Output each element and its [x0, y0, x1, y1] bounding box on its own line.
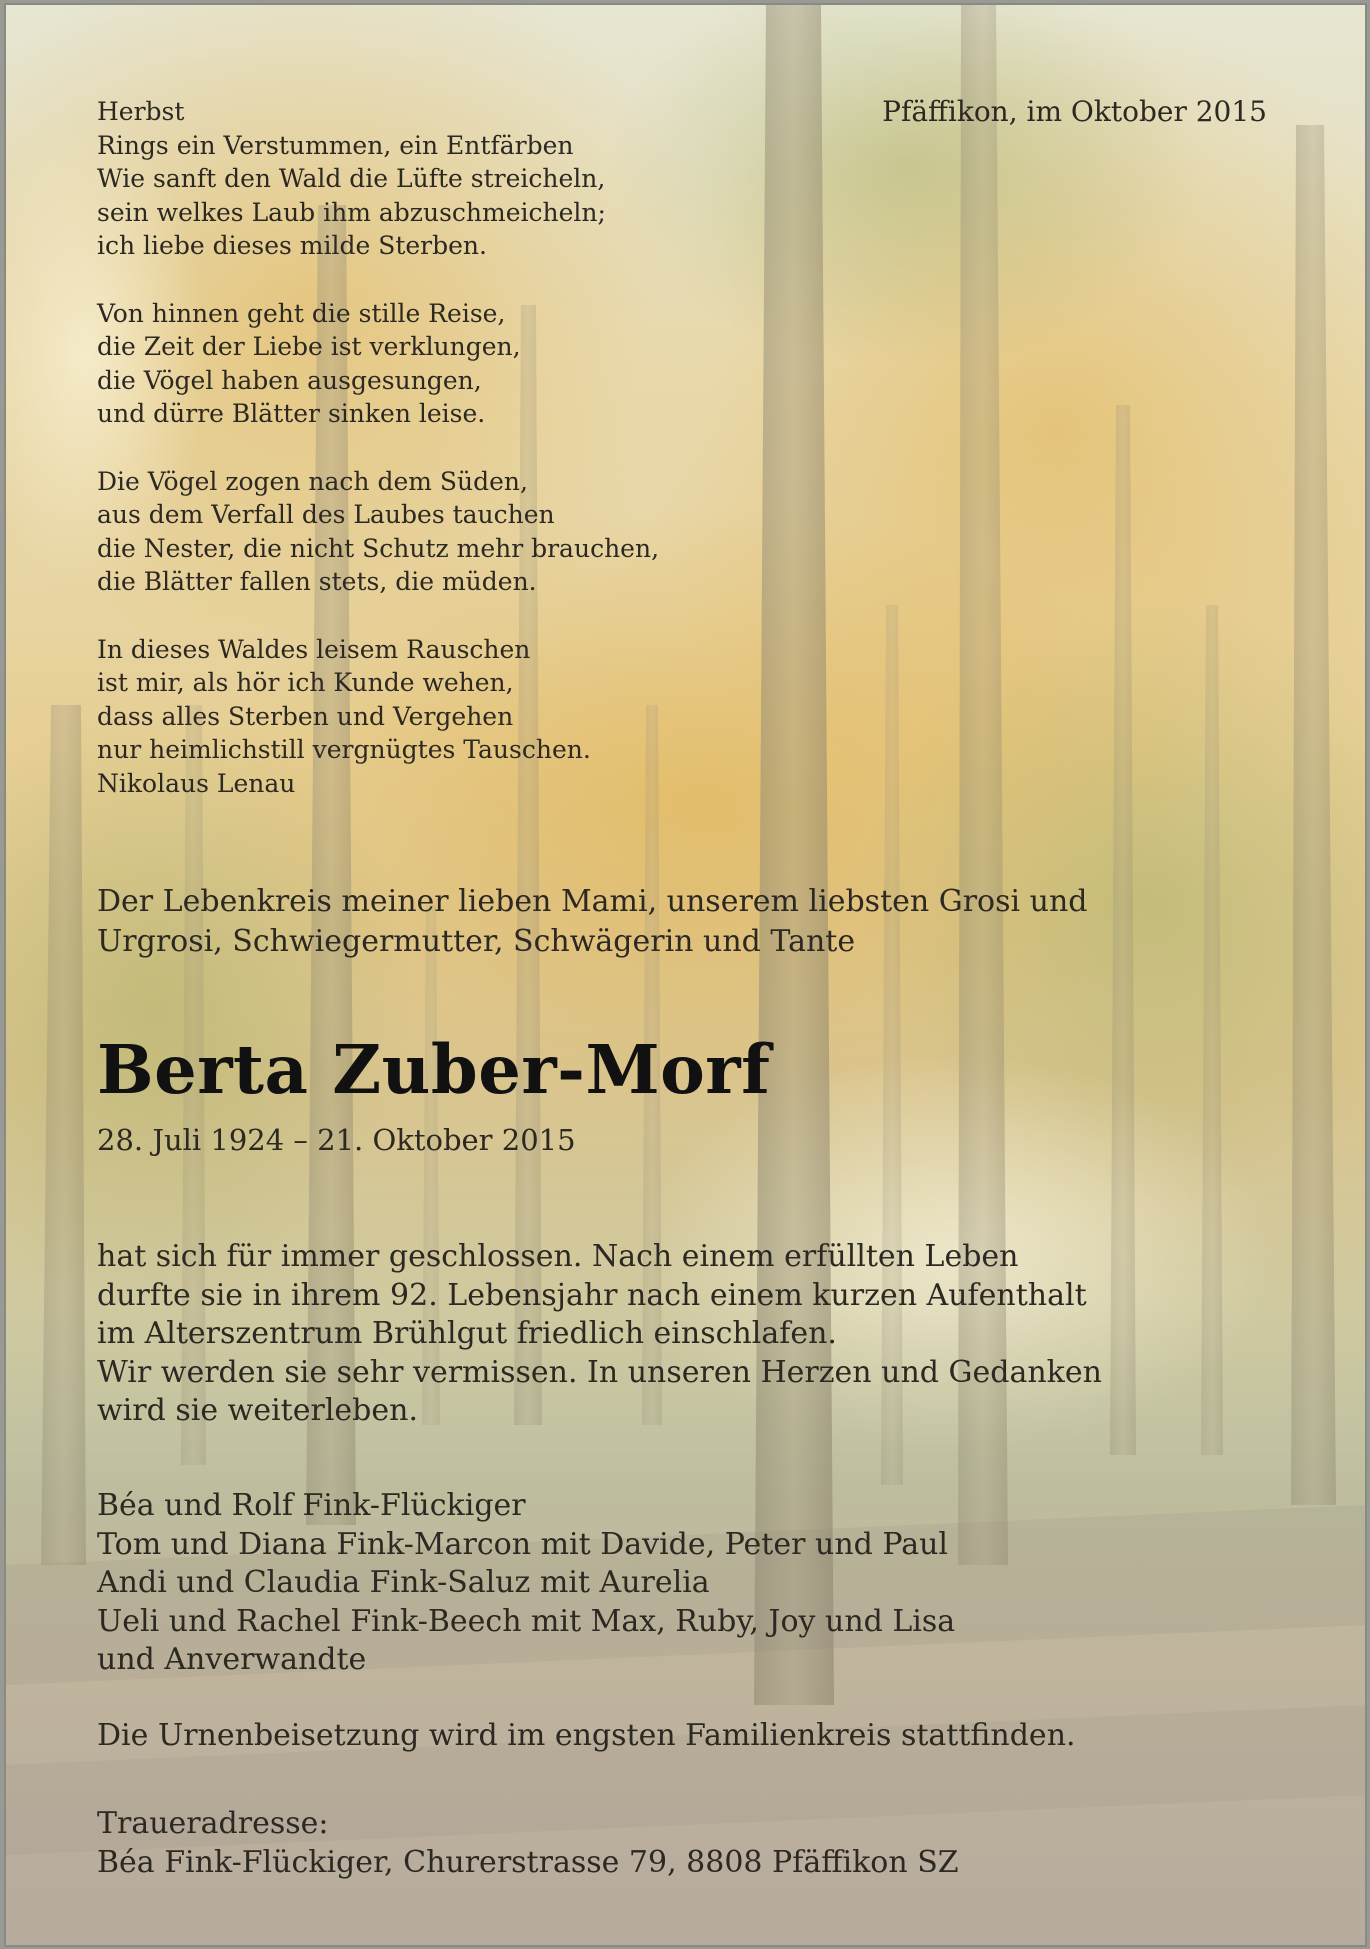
burial-notice: Die Urnenbeisetzung wird im engsten Familienkreis stattfinden.	[97, 1718, 1076, 1753]
body-line: durfte sie in ihrem 92. Lebensjahr nach einem kurzen Aufenthalt	[97, 1277, 1087, 1313]
mourner-line: und Anverwandte	[97, 1642, 367, 1677]
poem-stanza-1	[97, 95, 797, 263]
poem-line: aus dem Verfall des Laubes tauchen	[97, 500, 555, 529]
obituary-text	[6, 5, 1365, 1945]
poem-line: die Vögel haben ausgesungen,	[97, 365, 482, 395]
poem-line: und dürre Blätter sinken leise.	[97, 399, 486, 428]
mourning-address	[97, 1805, 1297, 1882]
body-line: Wir werden sie sehr vermissen. In unseren Herzen und Gedanken	[97, 1354, 1102, 1390]
poem-author: Nikolaus Lenau	[97, 768, 296, 798]
poem-line: Wie sanft den Wald die Lüfte streicheln,	[97, 164, 606, 193]
poem-title: Herbst	[97, 97, 185, 126]
body-line: im Alterszentrum Brühlgut friedlich einschlafen.	[97, 1316, 837, 1351]
poem-line: Von hinnen geht die stille Reise,	[97, 298, 506, 328]
mourner-line: Ueli und Rachel Fink-Beech mit Max, Ruby, Joy und Lisa	[97, 1603, 956, 1639]
body-line: hat sich für immer geschlossen. Nach einem erfüllten Leben	[97, 1239, 1019, 1274]
poem-line: In dieses Waldes leisem Rauschen	[97, 634, 531, 664]
obituary-body	[97, 1238, 1297, 1431]
poem-stanza-2	[97, 297, 797, 431]
address-value: Béa Fink-Flückiger, Churerstrasse 79, 8808 Pfäffikon SZ	[97, 1844, 959, 1880]
poem	[97, 95, 797, 800]
poem-line: sein welkes Laub ihm abzuschmeicheln;	[97, 197, 606, 227]
body-line: wird sie weiterleben.	[97, 1393, 418, 1428]
poem-line: Die Vögel zogen nach dem Süden,	[97, 466, 528, 496]
mourner-line: Tom und Diana Fink-Marcon mit Davide, Peter und Paul	[97, 1526, 949, 1562]
obituary-page	[4, 3, 1367, 1947]
poem-line: Rings ein Verstummen, ein Entfärben	[97, 130, 574, 160]
intro-line: Urgrosi, Schwiegermutter, Schwägerin und Tante	[97, 924, 856, 959]
deceased-name: Berta Zuber-Morf	[97, 1030, 771, 1109]
mourner-line: Andi und Claudia Fink-Saluz mit Aurelia	[97, 1565, 710, 1600]
poem-line: die Nester, die nicht Schutz mehr brauchen,	[97, 533, 660, 563]
poem-stanza-3	[97, 465, 797, 599]
poem-line: nur heimlichstill vergnügtes Tauschen.	[97, 735, 591, 764]
address-label: Traueradresse:	[97, 1806, 329, 1841]
place-date: Pfäffikon, im Oktober 2015	[882, 95, 1267, 128]
intro-line: Der Lebenkreis meiner lieben Mami, unserem liebsten Grosi und	[97, 884, 1088, 919]
life-dates: 28. Juli 1924 – 21. Oktober 2015	[97, 1123, 576, 1157]
poem-line: die Zeit der Liebe ist verklungen,	[97, 332, 521, 361]
poem-line: ist mir, als hör ich Kunde wehen,	[97, 668, 514, 697]
poem-stanza-4	[97, 633, 797, 801]
poem-line: ich liebe dieses milde Sterben.	[97, 231, 487, 260]
poem-line: dass alles Sterben und Vergehen	[97, 701, 514, 731]
mourner-line: Béa und Rolf Fink-Flückiger	[97, 1488, 526, 1523]
intro-text	[97, 882, 1277, 962]
mourners-list	[97, 1487, 1297, 1680]
poem-line: die Blätter fallen stets, die müden.	[97, 567, 537, 596]
